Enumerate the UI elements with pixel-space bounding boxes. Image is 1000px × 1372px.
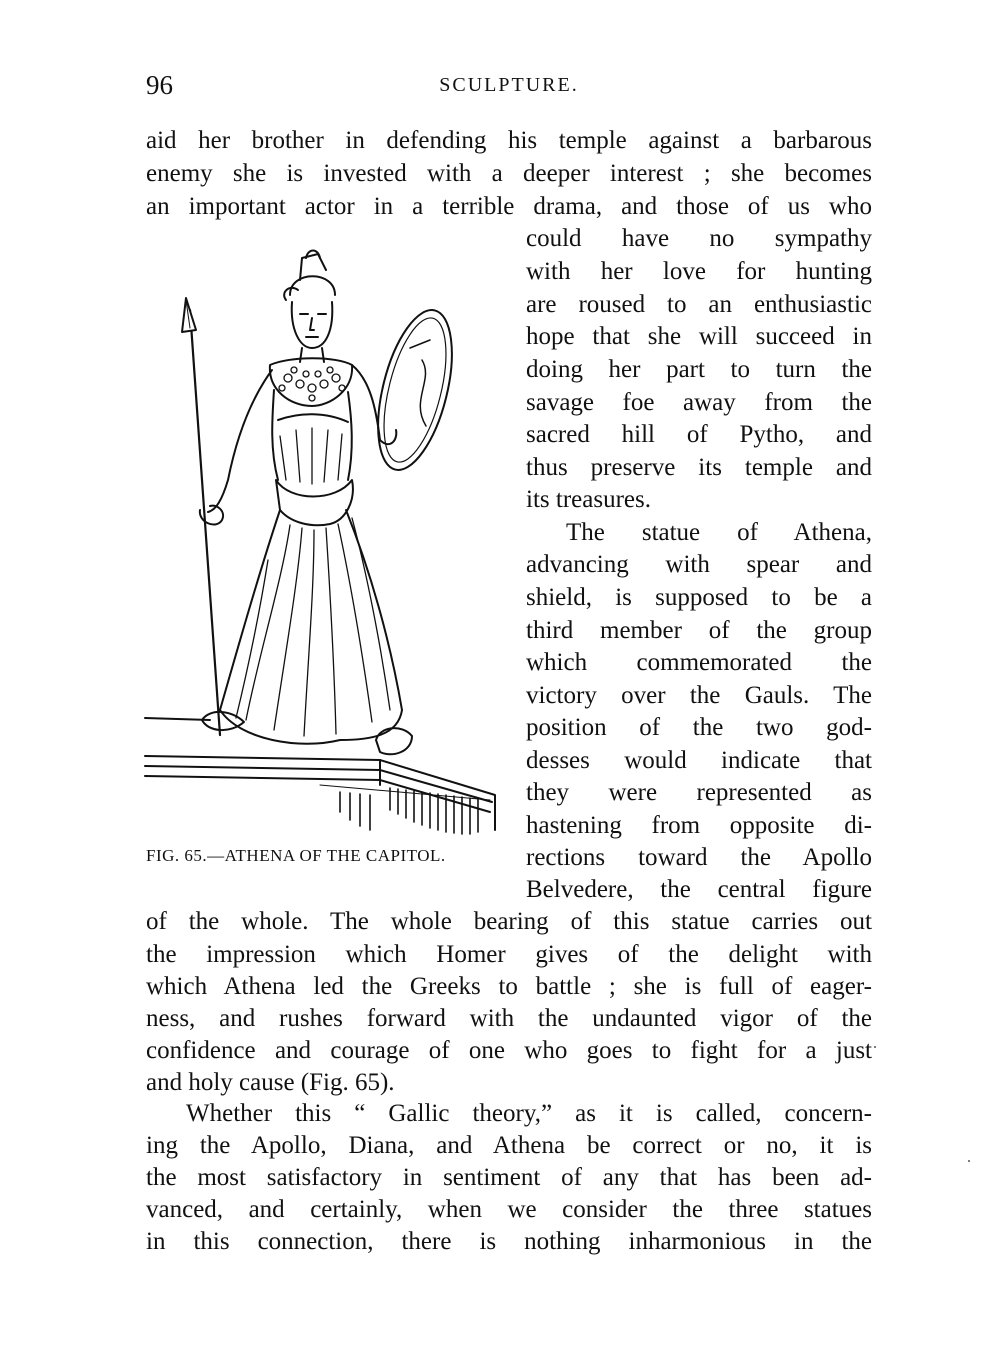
athena-statue-figure [140, 240, 510, 850]
text-line: are roused to an enthusiastic [526, 291, 872, 318]
text-line: victory over the Gauls. The [526, 682, 872, 709]
text-line: with her love for hunting [526, 258, 872, 285]
text-line: in this connection, there is nothing inharmonious in the [146, 1228, 872, 1255]
text-line: position of the two god- [526, 714, 872, 741]
text-line: sacred hill of Pytho, and [526, 421, 872, 448]
text-line: third member of the group [526, 617, 872, 644]
text-line: its treasures. [526, 486, 651, 513]
text-line: The statue of Athena, [566, 519, 872, 546]
text-line: ing the Apollo, Diana, and Athena be correct or no, it is [146, 1132, 872, 1159]
text-line: could have no sympathy [526, 225, 872, 252]
text-line: hastening from opposite di- [526, 812, 872, 839]
athena-statue-illustration [140, 240, 510, 850]
text-line: aid her brother in defending his temple against a barbarous [146, 127, 872, 154]
text-line: an important actor in a terrible drama, and those of us who [146, 193, 872, 220]
text-line: which Athena led the Greeks to battle ; she is full of eager- [146, 973, 872, 1000]
text-line: of the whole. The whole bearing of this statue carries out [146, 908, 872, 935]
text-line: Whether this “ Gallic theory,” as it is called, concern- [186, 1100, 872, 1127]
text-line: the most satisfactory in sentiment of any that has been ad- [146, 1164, 872, 1191]
text-line: savage foe away from the [526, 389, 872, 416]
text-line: thus preserve its temple and [526, 454, 872, 481]
text-line: ness, and rushes forward with the undaunted vigor of the [146, 1005, 872, 1032]
text-line: enemy she is invested with a deeper interest ; she becomes [146, 160, 872, 187]
text-line: hope that she will succeed in [526, 323, 872, 350]
text-line: Belvedere, the central figure [526, 876, 872, 903]
text-line: desses would indicate that [526, 747, 872, 774]
figure-caption: FIG. 65.—ATHENA OF THE CAPITOL. [146, 846, 446, 865]
text-line: advancing with spear and [526, 551, 872, 578]
text-line: which commemorated the [526, 649, 872, 676]
text-line: rections toward the Apollo [526, 844, 872, 871]
page-number: 96 [146, 70, 173, 100]
text-line: and holy cause (Fig. 65). [146, 1069, 395, 1096]
text-line: confidence and courage of one who goes to fight for a just [146, 1037, 872, 1064]
print-speck [874, 1046, 876, 1048]
print-speck [968, 1160, 970, 1162]
text-line: shield, is supposed to be a [526, 584, 872, 611]
running-title: SCULPTURE. [439, 74, 579, 96]
text-line: vanced, and certainly, when we consider the three statues [146, 1196, 872, 1223]
running-head [146, 70, 872, 110]
text-line: they were represented as [526, 779, 872, 806]
text-line: doing her part to turn the [526, 356, 872, 383]
text-line: the impression which Homer gives of the delight with [146, 941, 872, 968]
